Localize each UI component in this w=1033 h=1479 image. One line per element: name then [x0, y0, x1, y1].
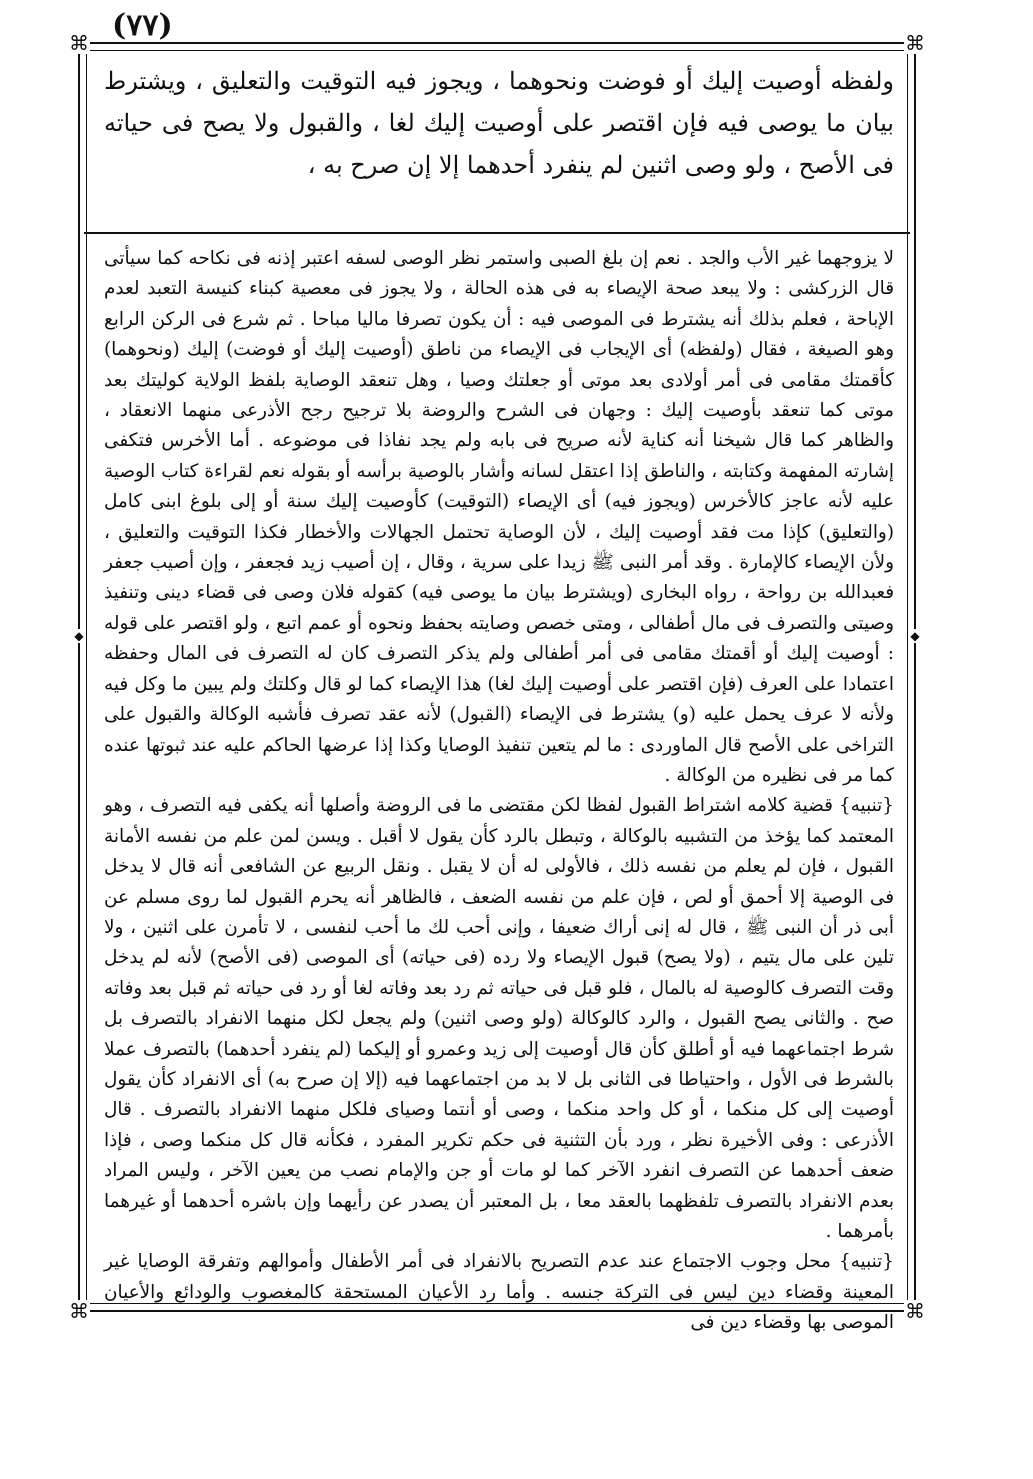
corner-ornament-icon: ⌘ — [905, 31, 925, 55]
page-number: (٧٧) — [112, 8, 173, 43]
side-ornament-icon: ◆ — [72, 629, 86, 643]
matn-text: ولفظه أوصيت إليك أو فوضت ونحوهما ، ويجوز فيه التوقيت والتعليق ، ويشترط بيان ما يوصى فيه فإن اقتصر على أوصيت إليك لغا ، والقبول ولا يصح فى حياته فى الأصح ، ولو وصى اثنين لم ينفرد أحدهما إلا إن صرح به ، — [104, 67, 894, 179]
corner-ornament-icon: ⌘ — [905, 1299, 925, 1323]
corner-ornament-icon: ⌘ — [69, 31, 89, 55]
sharh-paragraph: {تنبيه} محل وجوب الاجتماع عند عدم التصريح بالانفراد فى أمر الأطفال وأموالهم وتفرقة الوصايا غير المعينة وقضاء دين ليس فى التركة جنسه . وأما رد الأعيان المستحقة كالمغصوب والودائع والأعيان الموصى بها وقضاء دين فى — [104, 1251, 894, 1334]
section-divider — [84, 232, 910, 234]
sharh-paragraph: {تنبيه} قضية كلامه اشتراط القبول لفظا لكن مقتضى ما فى الروضة وأصلها أنه يكفى فيه التصرف ، وهو المعتمد كما يؤخذ من التشبيه بالوكالة ، وتبطل بالرد كأن يقول لا أقبل . ويسن لمن علم من نفسه الأمانة القبول ، فإن لم يعلم من نفسه ذلك ، فالأولى له أن لا يقبل . ونقل الربيع عن الشافعى أنه قال لا يدخل فى الوصية إلا أحمق أو لص ، فإن علم من نفسه الضعف ، فالظاهر أنه يحرم القبول لما روى مسلم عن أبى ذر أن النبى ﷺ ، قال له إنى أراك ضعيفا ، وإنى أحب لك ما أحب لنفسى ، لا تأمرن على اثنين ، ولا تلين على مال يتيم ، (ولا يصح) قبول الإيصاء ولا رده (فى حياته) أى الموصى (فى الأصح) لأنه لم يدخل وقت التصرف كالوصية له بالمال ، فلو قبل فى حياته ثم رد بعد وفاته لغا أو رد فى حياته ثم قبل بعد وفاته صح . والثانى يصح القبول ، والرد كالوكالة (ولو وصى اثنين) ولم يجعل لكل منهما الانفراد بالتصرف بل شرط اجتماعهما فيه أو أطلق كأن قال أوصيت إلى زيد وعمرو أو إليكما (لم ينفرد أحدهما) بالتصرف عملا بالشرط فى الأول ، واحتياطا فى الثانى بل لا بد من اجتماعهما فيه (إلا إن صرح به) أى الانفراد كأن يقول أوصيت إلى كل منكما ، أو كل واحد منكما ، وصى أو أنتما وصياى فلكل منهما الانفراد بالتصرف . قال الأذرعى : وفى الأخيرة نظر ، ورد بأن التثنية فى حكم تكرير المفرد ، فكأنه قال كل منكما وصى ، فإذا ضعف أحدهما عن التصرف انفرد الآخر كما لو مات أو جن والإمام نصب من يعين الآخر ، وليس المراد بعدم الانفراد بالتصرف تلفظهما بالعقد معا ، بل المعتبر أن يصدر عن رأيهما وإن باشره أحدهما أو غيرهما بأمرهما . — [104, 795, 894, 1242]
corner-ornament-icon: ⌘ — [69, 1299, 89, 1323]
side-ornament-icon: ◆ — [908, 629, 922, 643]
sharh-paragraph: لا يزوجهما غير الأب والجد . نعم إن بلغ الصبى واستمر نظر الوصى لسفه اعتبر إذنه فى نكاحه كما سيأتى قال الزركشى : ولا يبعد صحة الإيصاء به فى هذه الحالة ، ولا يجوز فى معصية كبناء كنيسة التعبد لعدم الإباحة ، فعلم بذلك أنه يشترط فى الموصى فيه : أن يكون تصرفا ماليا مباحا . ثم شرع فى الركن الرابع وهو الصيغة ، فقال (ولفظه) أى الإيجاب فى الإيصاء من ناطق (أوصيت إليك أو فوضت) إليك (ونحوهما) كأقمتك مقامى فى أمر أولادى بعد موتى أو جعلتك وصيا ، وهل تنعقد الوصاية بلفظ الولاية كوليتك بعد موتى كما تنعقد بأوصيت إليك : وجهان فى الشرح والروضة بلا ترجيح رجح الأذرعى منهما الانعقاد ، والظاهر كما قال شيخنا أنه كناية لأنه صريح فى بابه ولم يجد نفاذا فى موضوعه . أما الأخرس فتكفى إشارته المفهمة وكتابته ، والناطق إذا اعتقل لسانه وأشار بالوصية برأسه أو بقوله نعم لقراءة كتاب الوصية عليه لأنه عاجز كالأخرس (ويجوز فيه) أى الإيصاء (التوقيت) كأوصيت إليك سنة أو إلى بلوغ ابنى كامل (والتعليق) كإذا مت فقد أوصيت إليك ، لأن الوصاية تحتمل الجهالات والأخطار فكذا التوقيت والتعليق ، ولأن الإيصاء كالإمارة . وقد أمر النبى ﷺ زيدا على سرية ، وقال ، إن أصيب زيد فجعفر ، وإن أصيب جعفر فعبدالله بن رواحة ، رواه البخارى (ويشترط بيان ما يوصى فيه) كقوله فلان وصى فى قضاء دينى وتنفيذ وصيتى والتصرف فى مال أطفالى ، ومتى خصص وصايته بحفظ ونحوه أو عمم اتبع ، ولو اقتصر على قوله : أوصيت إليك أو أقمتك مقامى فى أمر أطفالى ولم يذكر التصرف كان له التصرف فى المال وحفظه اعتمادا على العرف (فإن اقتصر على أوصيت إليك لغا) هذا الإيصاء كما لو قال وكلتك ولم يبين ما وكل فيه ولأنه لا عرف يحمل عليه (و) يشترط فى الإيصاء (القبول) لأنه عقد تصرف فأشبه الوكالة والقبول على التراخى على الأصح قال الماوردى : ما لم يتعين تنفيذ الوصايا وكذا إذا عرضها الحاكم عليه عند ثبوتها عنده كما مر فى نظيره من الوكالة . — [104, 248, 894, 786]
sharh-commentary — [104, 244, 894, 1339]
